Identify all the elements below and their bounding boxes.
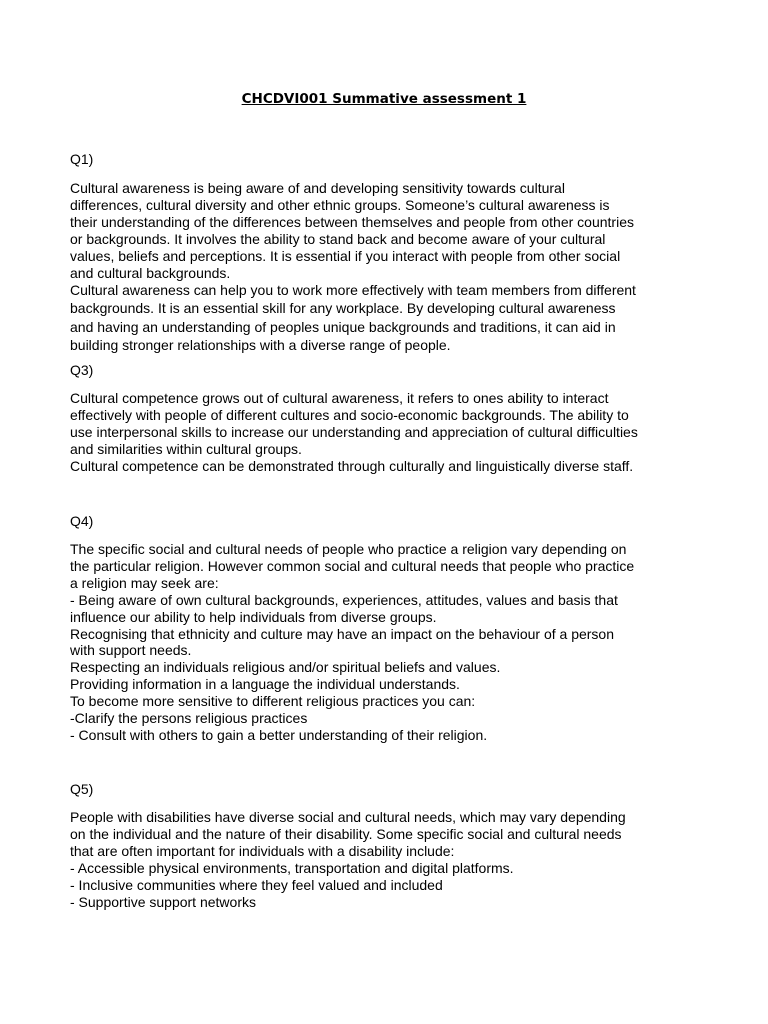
text-line: - Consult with others to gain a better understanding of their religion.: [70, 726, 488, 743]
document-title: CHCDVI001 Summative assessment 1: [241, 91, 527, 107]
text-line: - Being aware of own cultural backgrounds, experiences, attitudes, values and basis that: [70, 591, 618, 608]
text-line: Providing information in a language the individual understands.: [70, 676, 460, 693]
text-line: or backgrounds. It involves the ability to stand back and become aware of your cultural: [70, 230, 606, 247]
q5-answer: [70, 809, 710, 910]
text-line: that are often important for individuals with a disability include:: [70, 842, 455, 859]
text-line: Cultural awareness can help you to work more effectively with team members from different: [70, 282, 636, 298]
text-line: effectively with people of different cultures and socio-economic backgrounds. The ability to: [70, 406, 629, 423]
text-line: the particular religion. However common social and cultural needs that people who practice: [70, 557, 635, 574]
text-line: - Accessible physical environments, transportation and digital platforms.: [70, 859, 514, 876]
text-line: with support needs.: [70, 642, 192, 659]
text-line: Cultural competence grows out of cultural awareness, it refers to ones ability to interact: [70, 390, 609, 406]
question-label-q1: Q1): [70, 151, 94, 167]
text-line: Cultural competence can be demonstrated through culturally and linguistically diverse staff.: [70, 457, 634, 474]
text-line: To become more sensitive to different religious practices you can:: [70, 693, 476, 710]
text-line: on the individual and the nature of their disability. Some specific social and cultural needs: [70, 825, 622, 842]
question-label-q3: Q3): [70, 362, 94, 378]
text-line: a religion may seek are:: [70, 574, 219, 591]
text-line: backgrounds. It is an essential skill for any workplace. By developing cultural awareness: [70, 300, 616, 317]
text-line: - Supportive support networks: [70, 893, 256, 910]
text-line: their understanding of the differences between themselves and people from other countries: [70, 213, 634, 230]
text-line: and having an understanding of peoples unique backgrounds and traditions, it can aid in: [70, 318, 616, 335]
text-line: The specific social and cultural needs of people who practice a religion vary depending on: [70, 541, 627, 557]
text-line: use interpersonal skills to increase our understanding and appreciation of cultural difficulties: [70, 423, 638, 440]
q1-paragraph-2: [70, 281, 710, 354]
text-line: building stronger relationships with a diverse range of people.: [70, 336, 451, 353]
text-line: and similarities within cultural groups.: [70, 440, 302, 457]
question-label-q4: Q4): [70, 513, 94, 529]
q3-answer: [70, 390, 710, 475]
q4-answer: [70, 541, 710, 744]
text-line: Recognising that ethnicity and culture may have an impact on the behaviour of a person: [70, 625, 614, 642]
text-line: Cultural awareness is being aware of and developing sensitivity towards cultural: [70, 180, 565, 196]
text-line: Respecting an individuals religious and/or spiritual beliefs and values.: [70, 659, 501, 676]
text-line: differences, cultural diversity and other ethnic groups. Someone’s cultural awareness is: [70, 196, 610, 213]
text-line: - Inclusive communities where they feel valued and included: [70, 876, 443, 893]
question-label-q5: Q5): [70, 781, 94, 797]
q1-paragraph-1: [70, 180, 710, 281]
text-line: values, beliefs and perceptions. It is essential if you interact with people from other social: [70, 247, 621, 264]
text-line: -Clarify the persons religious practices: [70, 710, 308, 727]
text-line: People with disabilities have diverse social and cultural needs, which may vary depending: [70, 809, 626, 825]
text-line: and cultural backgrounds.: [70, 264, 231, 281]
text-line: influence our ability to help individuals from diverse groups.: [70, 608, 437, 625]
